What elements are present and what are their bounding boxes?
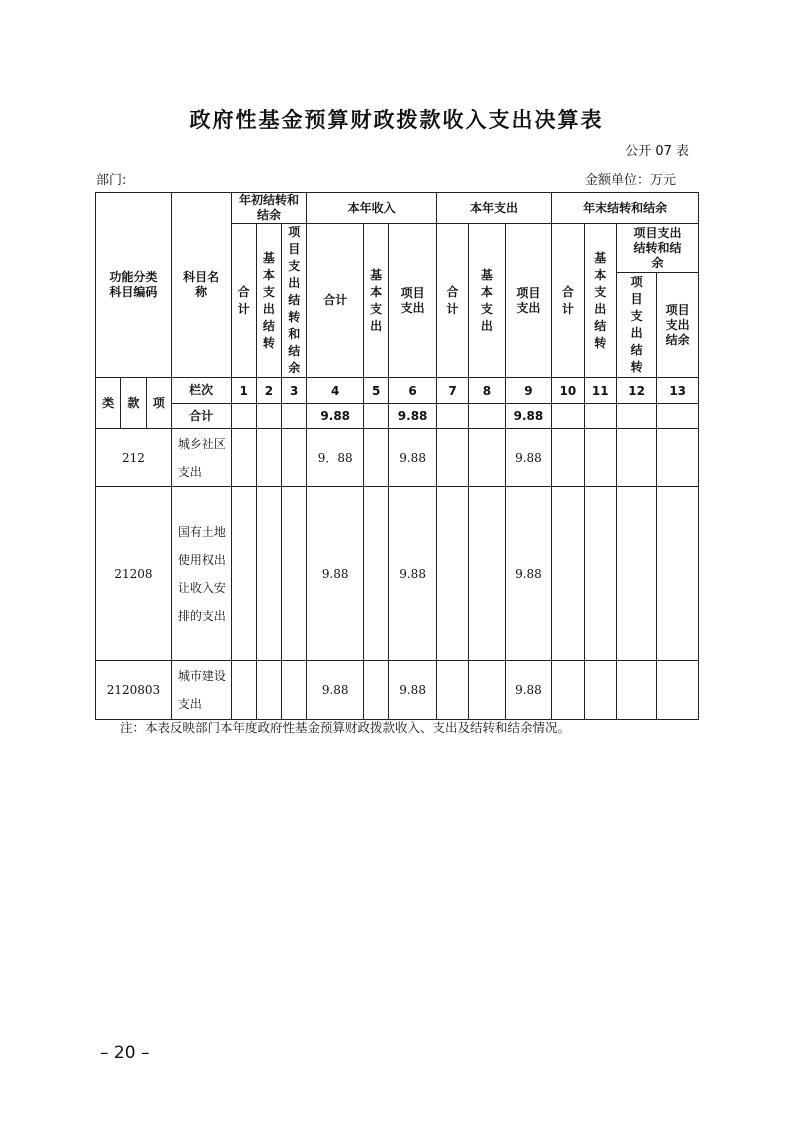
total-row — [96, 404, 699, 429]
end-total-header: 合计 — [552, 224, 584, 378]
col-number: 12 — [616, 378, 656, 404]
page-number: – 20 – — [100, 1043, 150, 1063]
kuan-header: 款 — [121, 378, 146, 429]
end-balance-header: 年末结转和结余 — [552, 193, 699, 224]
income-project-header: 项目支出 — [389, 224, 437, 378]
expend-total-header: 合计 — [436, 224, 468, 378]
row-name: 城乡社区支出 — [171, 429, 231, 487]
row-income-total: 9．88 — [307, 429, 364, 487]
row-expend-project: 9.88 — [505, 487, 552, 661]
lei-header: 类 — [96, 378, 121, 429]
col-number: 9 — [505, 378, 552, 404]
income-total-header: 合计 — [307, 224, 364, 378]
table-row — [96, 487, 699, 661]
row-income-project: 9.88 — [389, 487, 437, 661]
expend-basic-header: 基本支出 — [469, 224, 505, 378]
expend-project-header: 项目支出 — [505, 224, 552, 378]
col-number: 2 — [256, 378, 281, 404]
col-number: 4 — [307, 378, 364, 404]
row-income-project: 9.88 — [389, 661, 437, 720]
col-number: 13 — [657, 378, 699, 404]
end-basic-header: 基本支出结转 — [584, 224, 616, 378]
col-number: 10 — [552, 378, 584, 404]
end-project-group-header: 项目支出结转和结余 — [616, 224, 698, 273]
col-number: 7 — [436, 378, 468, 404]
xiang-header: 项 — [146, 378, 171, 429]
col-number: 1 — [231, 378, 256, 404]
col-number: 8 — [469, 378, 505, 404]
row-code: 212 — [96, 429, 172, 487]
total-expend-project: 9.88 — [505, 404, 552, 429]
row-code: 2120803 — [96, 661, 172, 720]
row-income-total: 9.88 — [307, 661, 364, 720]
table-row — [96, 661, 699, 720]
begin-total-header: 合计 — [231, 224, 256, 378]
income-basic-header: 基本支出 — [364, 224, 389, 378]
page-title: 政府性基金预算财政拨款收入支出决算表 — [189, 108, 604, 132]
table-row — [96, 429, 699, 487]
row-income-project: 9.88 — [389, 429, 437, 487]
col-number: 11 — [584, 378, 616, 404]
lanci-label: 栏次 — [171, 378, 231, 404]
expend-header: 本年支出 — [436, 193, 551, 224]
row-name: 城市建设支出 — [171, 661, 231, 720]
total-income: 9.88 — [307, 404, 364, 429]
col-number: 3 — [282, 378, 307, 404]
begin-basic-header: 基本支出结转 — [256, 224, 281, 378]
amount-unit-label: 金额单位：万元 — [584, 173, 676, 188]
col-number: 6 — [389, 378, 437, 404]
row-code: 21208 — [96, 487, 172, 661]
row-income-total: 9.88 — [307, 487, 364, 661]
row-expend-project: 9.88 — [505, 429, 552, 487]
total-label: 合计 — [171, 404, 231, 429]
table-note: 注：本表反映部门本年度政府性基金预算财政拨款收入、支出及结转和结余情况。 — [120, 720, 571, 735]
end-project-carry-header: 项目支出结转 — [616, 273, 656, 378]
begin-balance-header: 年初结转和结余 — [231, 193, 307, 224]
total-income-project: 9.88 — [389, 404, 437, 429]
row-expend-project: 9.88 — [505, 661, 552, 720]
department-label: 部门: — [96, 173, 127, 188]
subject-name-header: 科目名称 — [171, 193, 231, 378]
budget-table — [95, 192, 699, 720]
func-code-header: 功能分类科目编码 — [96, 193, 172, 378]
end-project-balance-header: 项目支出结余 — [657, 273, 699, 378]
row-name: 国有土地使用权出让收入安排的支出 — [171, 487, 231, 661]
begin-project-header: 项目支出结转和结余 — [282, 224, 307, 378]
form-number: 公开 07 表 — [625, 144, 689, 159]
income-header: 本年收入 — [307, 193, 436, 224]
col-number: 5 — [364, 378, 389, 404]
